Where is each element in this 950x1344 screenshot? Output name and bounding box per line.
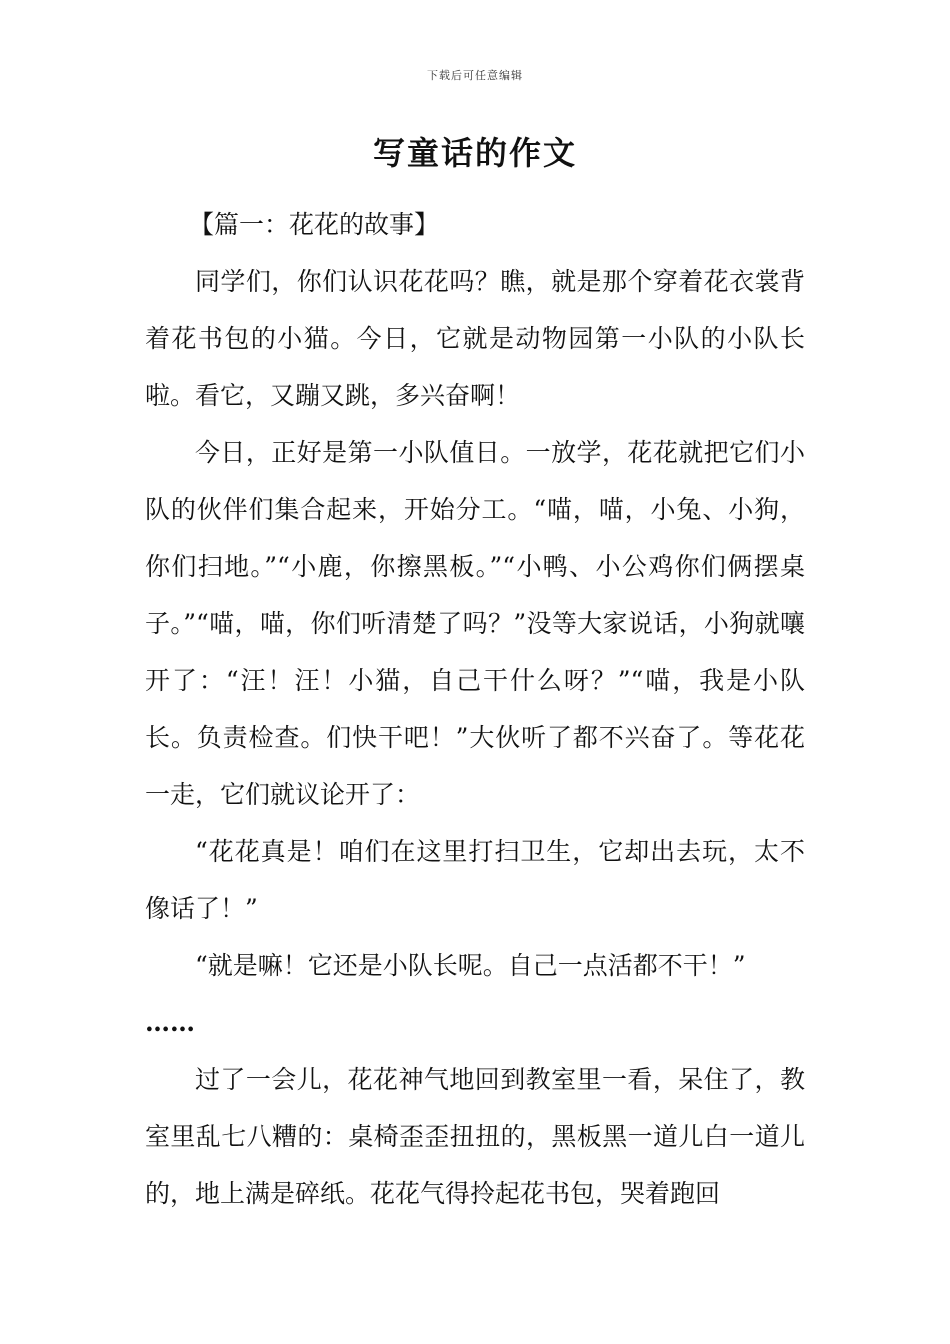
ellipsis-line: …… (145, 1008, 195, 1037)
page-title: 写童话的作文 (372, 134, 577, 172)
paragraph-4: “就是嘛！它还是小队长呢。自己一点活都不干！” (195, 951, 746, 980)
paragraph-2: 今日，正好是第一小队值日。一放学，花花就把它们小队的伙伴们集合起来，开始分工。“喵，喵，小兔、小狗，你们扫地。”“小鹿，你擦黑板。”“小鸭、小公鸡你们俩摆桌子。”“喵，喵，你们听清楚了吗？”没等大家说话，小狗就嚷开了：“汪！汪！小猫，自己干什么呀？”“喵，我是小队长。负责检查。们快干吧！”大伙听了都不兴奋了。等花花一走，它们就议论开了： (145, 438, 805, 809)
paragraph-5: 过了一会儿，花花神气地回到教室里一看，呆住了，教室里乱七八糟的：桌椅歪歪扭扭的，黑板黑一道儿白一道儿的，地上满是碎纸。花花气得拎起花书包，哭着跑回 (145, 1065, 805, 1208)
paragraph-1: 同学们，你们认识花花吗？瞧，就是那个穿着花衣裳背着花书包的小猫。今日，它就是动物园第一小队的小队长啦。看它，又蹦又跳，多兴奋啊！ (145, 267, 805, 410)
section-heading: 【篇一：花花的故事】 (189, 210, 440, 239)
paragraph-3: “花花真是！咱们在这里打扫卫生，它却出去玩，太不像话了！” (145, 837, 805, 923)
article-body (145, 196, 805, 1222)
header-note: 下载后可任意编辑 (427, 69, 523, 82)
